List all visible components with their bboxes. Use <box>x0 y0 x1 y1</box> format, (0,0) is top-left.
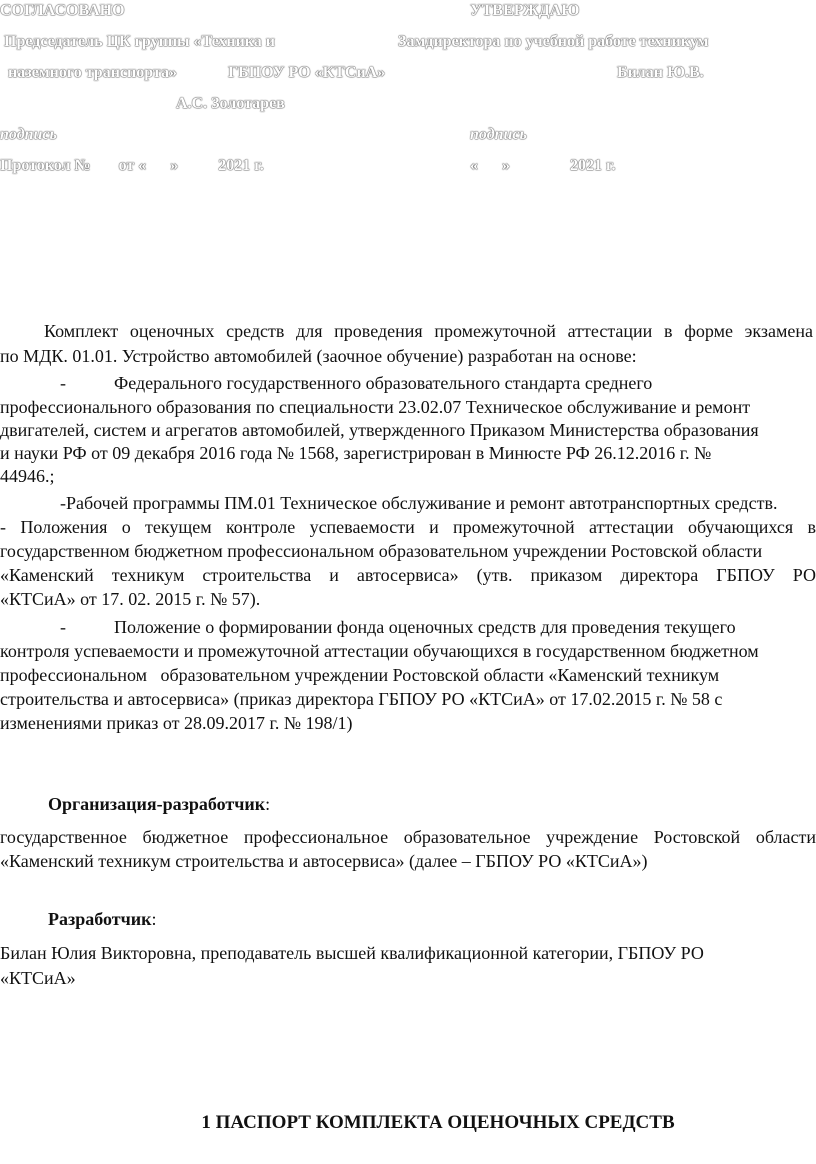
developer-line-1: Билан Юлия Викторовна, преподаватель высшей квалификационной категории, ГБПОУ РО <box>0 943 704 963</box>
fund-line-2: контроля успеваемости и промежуточной аттестации обучающихся в государственном бюджетном <box>0 641 759 661</box>
fund-line-4: строительства и автосервиса» (приказ директора ГБПОУ РО «КТСиА» от 17.02.2015 г. № 58 с <box>0 689 723 709</box>
approval-right-sign: подпись <box>470 126 527 143</box>
approval-left-protocol: Протокол № от « » 2021 г. <box>0 157 264 174</box>
fgos-line-4: и науки РФ от 09 декабря 2016 года № 1568, зарегистрирован в Минюсте РФ 26.12.2016 г. № <box>0 443 712 463</box>
intro-line-1: Комплект оценочных средств для проведения промежуточной аттестации в форме экзамена <box>44 321 813 341</box>
fgos-line-3: двигателей, систем и агрегатов автомобилей, утвержденного Приказом Министерства образования <box>0 420 759 440</box>
organization-heading: Организация-разработчик: <box>48 794 271 814</box>
approval-left-chair-1: Председатель ЦК группы «Техника и <box>4 33 275 50</box>
approval-right-name: Билан Ю.В. <box>617 64 704 81</box>
fund-line-5: изменениями приказ от 28.09.2017 г. № 198/1) <box>0 713 353 733</box>
organization-line-1: государственное бюджетное профессиональное образовательное учреждение Ростовской области <box>0 827 816 847</box>
approval-left-name: А.С. Золотарев <box>176 95 285 112</box>
regulation-line-3: «Каменский техникум строительства и автосервиса» (утв. приказом директора ГБПОУ РО <box>0 565 816 585</box>
approval-left-chair-2: наземного транспорта» <box>8 64 177 81</box>
approval-right-title: УТВЕРЖДАЮ <box>470 2 580 19</box>
regulation-line-1: - Положения о текущем контроле успеваемости и промежуточной аттестации обучающихся в <box>0 517 816 537</box>
approval-right-role: Замдиректора по учебной работе техникум <box>398 33 709 50</box>
developer-line-2: «КТСиА» <box>0 968 76 988</box>
fgos-line-5: 44946.; <box>0 466 55 486</box>
regulation-line-4: «КТСиА» от 17. 02. 2015 г. № 57). <box>0 589 261 609</box>
fgos-line-1: Федерального государственного образовательного стандарта среднего <box>114 373 653 393</box>
developer-heading: Разработчик: <box>48 909 157 929</box>
list-dash: - <box>60 617 66 637</box>
section-heading: 1 ПАСПОРТ КОМПЛЕКТА ОЦЕНОЧНЫХ СРЕДСТВ <box>201 1112 675 1133</box>
intro-line-2: по МДК. 01.01. Устройство автомобилей (заочное обучение) разработан на основе: <box>0 346 637 366</box>
organization-line-2: «Каменский техникум строительства и автосервиса» (далее – ГБПОУ РО «КТСиА») <box>0 851 648 871</box>
fund-line-1: Положение о формировании фонда оценочных средств для проведения текущего <box>114 617 736 637</box>
approval-left-title: СОГЛАСОВАНО <box>0 2 125 19</box>
regulation-line-2: государственном бюджетном профессиональном образовательном учреждении Ростовской области <box>0 541 763 561</box>
fgos-line-2: профессионального образования по специальности 23.02.07 Техническое обслуживание и ремонт <box>0 397 751 417</box>
approval-left-org: ГБПОУ РО «КТСиА» <box>228 64 386 81</box>
approval-left-sign: подпись <box>0 126 57 143</box>
fund-line-3: профессиональном образовательном учреждении Ростовской области «Каменский техникум <box>0 665 720 685</box>
basis-item-work-program: -Рабочей программы ПМ.01 Техническое обслуживание и ремонт автотранспортных средств. <box>60 493 778 513</box>
approval-right-date: « » 2021 г. <box>470 157 616 174</box>
list-dash: - <box>60 373 66 393</box>
